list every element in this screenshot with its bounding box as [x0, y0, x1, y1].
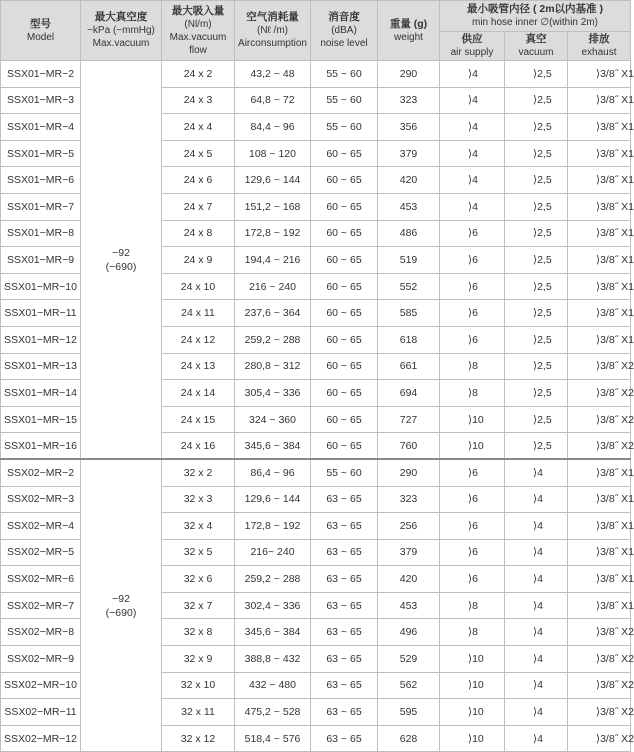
air-supply-cell: ⟩10 [440, 406, 505, 433]
air-supply-cell: ⟩6 [440, 273, 505, 300]
model-cell: SSX01−MR−3 [1, 87, 81, 114]
exhaust-cell: ⟩3/8˝ X2 [568, 619, 631, 646]
noise-cell: 63 ~ 65 [311, 566, 378, 593]
model-cell: SSX01−MR−10 [1, 273, 81, 300]
air-consumption-cell: 259,2 ~ 288 [235, 326, 311, 353]
noise-cell: 55 ~ 60 [311, 114, 378, 141]
exhaust-cell: ⟩3/8˝ X1 [568, 566, 631, 593]
air-consumption-cell: 216~ 240 [235, 539, 311, 566]
exhaust-cell: ⟩3/8˝ X1 [568, 326, 631, 353]
flow-cell: 24 x 9 [162, 247, 235, 274]
flow-cell: 24 x 7 [162, 193, 235, 220]
vacuum-hose-cell: ⟩4 [505, 672, 568, 699]
model-cell: SSX02−MR−12 [1, 725, 81, 752]
air-supply-cell: ⟩6 [440, 459, 505, 486]
noise-cell: 63 ~ 65 [311, 646, 378, 673]
weight-cell: 661 [378, 353, 440, 380]
air-supply-cell: ⟩4 [440, 87, 505, 114]
noise-cell: 60 ~ 65 [311, 220, 378, 247]
exhaust-cell: ⟩3/8˝ X1 [568, 61, 631, 88]
air-supply-cell: ⟩10 [440, 646, 505, 673]
vacuum-hose-cell: ⟩2,5 [505, 247, 568, 274]
noise-cell: 55 ~ 60 [311, 87, 378, 114]
flow-cell: 24 x 13 [162, 353, 235, 380]
exhaust-cell: ⟩3/8˝ X2 [568, 646, 631, 673]
flow-cell: 24 x 6 [162, 167, 235, 194]
model-cell: SSX01−MR−13 [1, 353, 81, 380]
table-group-ssx01 [1, 61, 634, 460]
air-consumption-cell: 324 ~ 360 [235, 406, 311, 433]
weight-cell: 519 [378, 247, 440, 274]
weight-cell: 379 [378, 140, 440, 167]
max-vacuum-cell [81, 459, 162, 752]
header-air-supply: 供应 air supply [440, 32, 505, 61]
vacuum-hose-cell: ⟩2,5 [505, 87, 568, 114]
weight-cell: 290 [378, 61, 440, 88]
model-cell: SSX01−MR−12 [1, 326, 81, 353]
weight-cell: 356 [378, 114, 440, 141]
air-supply-cell: ⟩6 [440, 486, 505, 513]
vacuum-hose-cell: ⟩4 [505, 699, 568, 726]
noise-cell: 60 ~ 65 [311, 326, 378, 353]
weight-cell: 562 [378, 672, 440, 699]
model-cell: SSX01−MR−16 [1, 433, 81, 460]
exhaust-cell: ⟩3/8˝ X2 [568, 699, 631, 726]
exhaust-cell: ⟩3/8˝ X2 [568, 725, 631, 752]
weight-cell: 618 [378, 326, 440, 353]
header-weight: 重量 (g) weight [378, 1, 440, 61]
flow-cell: 32 x 11 [162, 699, 235, 726]
exhaust-cell: ⟩3/8˝ X1 [568, 247, 631, 274]
exhaust-cell: ⟩3/8˝ X1 [568, 486, 631, 513]
air-consumption-cell: 237,6 ~ 364 [235, 300, 311, 327]
model-cell: SSX01−MR−7 [1, 193, 81, 220]
air-consumption-cell: 172,8 ~ 192 [235, 513, 311, 540]
air-supply-cell: ⟩4 [440, 140, 505, 167]
header-exhaust: 排放 exhaust [568, 32, 631, 61]
air-supply-cell: ⟩4 [440, 167, 505, 194]
vacuum-hose-cell: ⟩4 [505, 513, 568, 540]
header-vacuum-hose: 真空 vacuum [505, 32, 568, 61]
weight-cell: 552 [378, 273, 440, 300]
exhaust-cell: ⟩3/8˝ X1 [568, 220, 631, 247]
exhaust-cell: ⟩3/8˝ X2 [568, 353, 631, 380]
noise-cell: 55 ~ 60 [311, 459, 378, 486]
noise-cell: 63 ~ 65 [311, 672, 378, 699]
air-supply-cell: ⟩4 [440, 61, 505, 88]
noise-cell: 63 ~ 65 [311, 699, 378, 726]
vacuum-hose-cell: ⟩2,5 [505, 114, 568, 141]
air-supply-cell: ⟩8 [440, 619, 505, 646]
noise-cell: 63 ~ 65 [311, 513, 378, 540]
noise-cell: 63 ~ 65 [311, 592, 378, 619]
exhaust-cell: ⟩3/8˝ X1 [568, 87, 631, 114]
air-supply-cell: ⟩4 [440, 114, 505, 141]
vacuum-hose-cell: ⟩2,5 [505, 300, 568, 327]
model-cell: SSX02−MR−11 [1, 699, 81, 726]
weight-cell: 727 [378, 406, 440, 433]
weight-cell: 420 [378, 566, 440, 593]
flow-cell: 32 x 12 [162, 725, 235, 752]
table-row [1, 459, 631, 486]
air-consumption-cell: 108 ~ 120 [235, 140, 311, 167]
air-supply-cell: ⟩10 [440, 672, 505, 699]
air-consumption-cell: 259,2 ~ 288 [235, 566, 311, 593]
air-supply-cell: ⟩4 [440, 193, 505, 220]
max-vacuum-mmhg: (−690) [105, 260, 137, 273]
exhaust-cell: ⟩3/8˝ X1 [568, 140, 631, 167]
flow-cell: 24 x 8 [162, 220, 235, 247]
vacuum-hose-cell: ⟩4 [505, 646, 568, 673]
model-cell: SSX02−MR−10 [1, 672, 81, 699]
flow-cell: 24 x 12 [162, 326, 235, 353]
flow-cell: 32 x 3 [162, 486, 235, 513]
header-hose: 最小吸管内径 ( 2m以内基准 ) min hose inner ∅(within 2m) [440, 1, 631, 32]
vacuum-hose-cell: ⟩2,5 [505, 193, 568, 220]
vacuum-hose-cell: ⟩4 [505, 539, 568, 566]
air-consumption-cell: 388,8 ~ 432 [235, 646, 311, 673]
header-vacuum: 最大真空度 −kPa (−mmHg) Max.vacuum [81, 1, 162, 61]
noise-cell: 60 ~ 65 [311, 406, 378, 433]
air-consumption-cell: 172,8 ~ 192 [235, 220, 311, 247]
max-vacuum-mmhg: (−690) [105, 606, 137, 619]
weight-cell: 420 [378, 167, 440, 194]
model-cell: SSX02−MR−6 [1, 566, 81, 593]
weight-cell: 290 [378, 459, 440, 486]
flow-cell: 24 x 3 [162, 87, 235, 114]
vacuum-hose-cell: ⟩4 [505, 725, 568, 752]
vacuum-hose-cell: ⟩4 [505, 486, 568, 513]
vacuum-hose-cell: ⟩4 [505, 566, 568, 593]
exhaust-cell: ⟩3/8˝ X1 [568, 114, 631, 141]
weight-cell: 628 [378, 725, 440, 752]
flow-cell: 32 x 8 [162, 619, 235, 646]
noise-cell: 63 ~ 65 [311, 486, 378, 513]
weight-cell: 694 [378, 380, 440, 407]
noise-cell: 60 ~ 65 [311, 433, 378, 460]
model-cell: SSX01−MR−14 [1, 380, 81, 407]
air-supply-cell: ⟩6 [440, 220, 505, 247]
flow-cell: 32 x 9 [162, 646, 235, 673]
air-supply-cell: ⟩10 [440, 699, 505, 726]
exhaust-cell: ⟩3/8˝ X2 [568, 406, 631, 433]
noise-cell: 60 ~ 65 [311, 167, 378, 194]
air-consumption-cell: 345,6 ~ 384 [235, 433, 311, 460]
model-cell: SSX01−MR−8 [1, 220, 81, 247]
max-vacuum-kpa: −92 [112, 592, 130, 605]
exhaust-cell: ⟩3/8˝ X1 [568, 459, 631, 486]
noise-cell: 60 ~ 65 [311, 380, 378, 407]
weight-cell: 496 [378, 619, 440, 646]
model-cell: SSX01−MR−5 [1, 140, 81, 167]
flow-cell: 24 x 4 [162, 114, 235, 141]
exhaust-cell: ⟩3/8˝ X1 [568, 167, 631, 194]
vacuum-hose-cell: ⟩2,5 [505, 433, 568, 460]
exhaust-cell: ⟩3/8˝ X1 [568, 193, 631, 220]
flow-cell: 32 x 4 [162, 513, 235, 540]
noise-cell: 60 ~ 65 [311, 247, 378, 274]
header-air-consumption: 空气消耗量 (Nℓ /m) Airconsumption [235, 1, 311, 61]
vacuum-hose-cell: ⟩2,5 [505, 326, 568, 353]
air-supply-cell: ⟩8 [440, 353, 505, 380]
weight-cell: 486 [378, 220, 440, 247]
exhaust-cell: ⟩3/8˝ X2 [568, 380, 631, 407]
max-vacuum-cell [81, 61, 162, 460]
weight-cell: 323 [378, 486, 440, 513]
air-supply-cell: ⟩10 [440, 433, 505, 460]
air-consumption-cell: 84,4 ~ 96 [235, 114, 311, 141]
air-consumption-cell: 151,2 ~ 168 [235, 193, 311, 220]
noise-cell: 63 ~ 65 [311, 539, 378, 566]
model-cell: SSX02−MR−8 [1, 619, 81, 646]
exhaust-cell: ⟩3/8˝ X1 [568, 592, 631, 619]
exhaust-cell: ⟩3/8˝ X1 [568, 539, 631, 566]
air-supply-cell: ⟩6 [440, 566, 505, 593]
vacuum-hose-cell: ⟩4 [505, 592, 568, 619]
weight-cell: 585 [378, 300, 440, 327]
air-consumption-cell: 345,6 ~ 384 [235, 619, 311, 646]
air-supply-cell: ⟩8 [440, 592, 505, 619]
air-consumption-cell: 305,4 ~ 336 [235, 380, 311, 407]
flow-cell: 32 x 7 [162, 592, 235, 619]
flow-cell: 24 x 5 [162, 140, 235, 167]
air-supply-cell: ⟩6 [440, 326, 505, 353]
model-cell: SSX02−MR−9 [1, 646, 81, 673]
flow-cell: 32 x 10 [162, 672, 235, 699]
vacuum-hose-cell: ⟩2,5 [505, 140, 568, 167]
table-header [1, 1, 631, 61]
weight-cell: 595 [378, 699, 440, 726]
air-consumption-cell: 194,4 ~ 216 [235, 247, 311, 274]
noise-cell: 60 ~ 65 [311, 140, 378, 167]
air-consumption-cell: 86,4 ~ 96 [235, 459, 311, 486]
model-cell: SSX01−MR−6 [1, 167, 81, 194]
max-vacuum-kpa: −92 [112, 246, 130, 259]
exhaust-cell: ⟩3/8˝ X2 [568, 672, 631, 699]
flow-cell: 32 x 5 [162, 539, 235, 566]
air-consumption-cell: 475,2 ~ 528 [235, 699, 311, 726]
air-consumption-cell: 280,8 ~ 312 [235, 353, 311, 380]
model-cell: SSX02−MR−5 [1, 539, 81, 566]
flow-cell: 32 x 6 [162, 566, 235, 593]
noise-cell: 55 ~ 60 [311, 61, 378, 88]
noise-cell: 63 ~ 65 [311, 619, 378, 646]
model-cell: SSX01−MR−2 [1, 61, 81, 88]
vacuum-hose-cell: ⟩2,5 [505, 220, 568, 247]
air-supply-cell: ⟩6 [440, 300, 505, 327]
air-consumption-cell: 518,4 ~ 576 [235, 725, 311, 752]
vacuum-hose-cell: ⟩2,5 [505, 353, 568, 380]
weight-cell: 323 [378, 87, 440, 114]
air-consumption-cell: 64,8 ~ 72 [235, 87, 311, 114]
model-cell: SSX01−MR−4 [1, 114, 81, 141]
air-supply-cell: ⟩6 [440, 247, 505, 274]
weight-cell: 453 [378, 592, 440, 619]
model-cell: SSX01−MR−15 [1, 406, 81, 433]
weight-cell: 256 [378, 513, 440, 540]
flow-cell: 24 x 14 [162, 380, 235, 407]
weight-cell: 453 [378, 193, 440, 220]
exhaust-cell: ⟩3/8˝ X1 [568, 513, 631, 540]
header-flow: 最大吸入量 (Nl/m) Max.vacuum flow [162, 1, 235, 61]
air-supply-cell: ⟩6 [440, 513, 505, 540]
noise-cell: 60 ~ 65 [311, 193, 378, 220]
model-cell: SSX01−MR−11 [1, 300, 81, 327]
air-supply-cell: ⟩6 [440, 539, 505, 566]
air-consumption-cell: 432 ~ 480 [235, 672, 311, 699]
table-row [1, 61, 631, 88]
vacuum-hose-cell: ⟩2,5 [505, 273, 568, 300]
weight-cell: 529 [378, 646, 440, 673]
air-supply-cell: ⟩8 [440, 380, 505, 407]
air-consumption-cell: 43,2 ~ 48 [235, 61, 311, 88]
header-model: 型号 Model [1, 1, 81, 61]
flow-cell: 24 x 2 [162, 61, 235, 88]
noise-cell: 63 ~ 65 [311, 725, 378, 752]
noise-cell: 60 ~ 65 [311, 273, 378, 300]
vacuum-hose-cell: ⟩4 [505, 619, 568, 646]
vacuum-hose-cell: ⟩2,5 [505, 406, 568, 433]
air-consumption-cell: 302,4 ~ 336 [235, 592, 311, 619]
exhaust-cell: ⟩3/8˝ X2 [568, 433, 631, 460]
model-cell: SSX02−MR−3 [1, 486, 81, 513]
weight-cell: 379 [378, 539, 440, 566]
vacuum-hose-cell: ⟩2,5 [505, 167, 568, 194]
flow-cell: 24 x 16 [162, 433, 235, 460]
flow-cell: 24 x 15 [162, 406, 235, 433]
exhaust-cell: ⟩3/8˝ X1 [568, 273, 631, 300]
vacuum-hose-cell: ⟩4 [505, 459, 568, 486]
header-noise: 消音度 (dBA) noise level [311, 1, 378, 61]
air-consumption-cell: 216 ~ 240 [235, 273, 311, 300]
exhaust-cell: ⟩3/8˝ X1 [568, 300, 631, 327]
noise-cell: 60 ~ 65 [311, 300, 378, 327]
model-cell: SSX02−MR−2 [1, 459, 81, 486]
model-cell: SSX01−MR−9 [1, 247, 81, 274]
air-supply-cell: ⟩10 [440, 725, 505, 752]
flow-cell: 24 x 11 [162, 300, 235, 327]
air-consumption-cell: 129,6 ~ 144 [235, 167, 311, 194]
model-cell: SSX02−MR−4 [1, 513, 81, 540]
vacuum-hose-cell: ⟩2,5 [505, 61, 568, 88]
noise-cell: 60 ~ 65 [311, 353, 378, 380]
vacuum-hose-cell: ⟩2,5 [505, 380, 568, 407]
weight-cell: 760 [378, 433, 440, 460]
flow-cell: 32 x 2 [162, 459, 235, 486]
model-cell: SSX02−MR−7 [1, 592, 81, 619]
table-group-ssx02 [1, 459, 634, 752]
air-consumption-cell: 129,6 ~ 144 [235, 486, 311, 513]
flow-cell: 24 x 10 [162, 273, 235, 300]
